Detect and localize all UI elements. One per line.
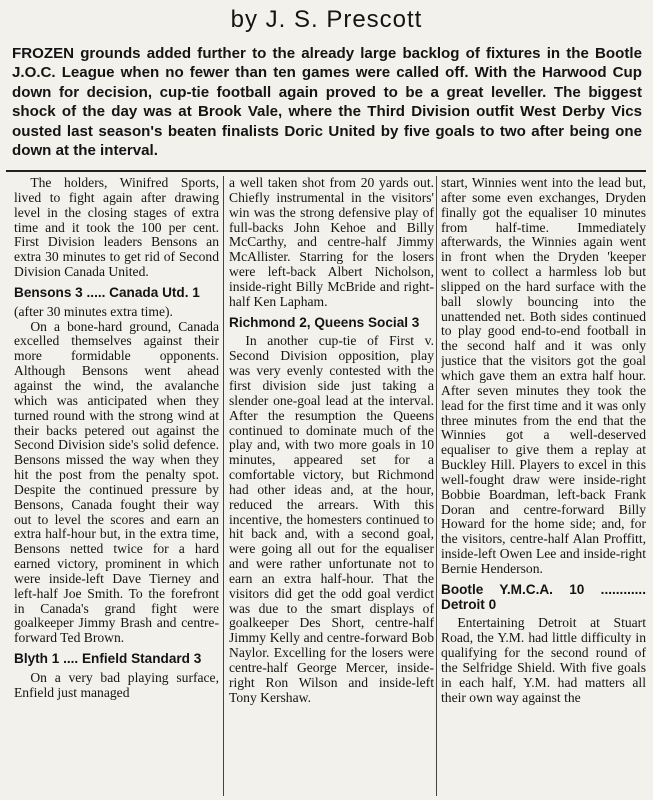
- paragraph: On a bone-hard ground, Canada excelled themselves against their more formidable opponents. Although Bensons went ahead against the wind, the avalanche which was anticipated when they turned round with the strong wind at their backs petered out against the Second Division side's solid defence. Bensons missed the way when they hit the post from the penalty spot. Despite the continued pressure by Bensons, Canada fought their way out to level the scores and earn an extra half-hour but, in the extra time, Bensons netted twice for a hard earned victory, prominent in which were inside-left Dave Tierney and left-half Joe Smith. To the forefront in Canada's grand fight were goalkeeper Jimmy Brash and centre-forward Ted Brown.: [14, 318, 219, 646]
- paragraph: In another cup-tie of First v. Second Division opposition, play was very evenly contested with the first division side just taking a slender one-goal lead at the interval. After the resumption the Queens continued to dominate much of the play and, with two more goals in 10 minutes, appeared set for a comfortable victory, but Richmond had other ideas and, at the hour, reduced the arrears. With this incentive, the homesters continued to hit back and, with a second goal, were going all out for the equaliser and were rather unfortunate not to earn an extra half-hour. That the visitors did get the odd goal verdict was due to the smart displays of goalkeeper Des Short, centre-half Jimmy Kelly and centre-forward Bob Naylor. Excelling for the losers were centre-half George Mercer, inside-right Ron Wilson and inside-left Tony Kershaw.: [229, 333, 434, 705]
- column-2: [229, 176, 434, 800]
- paragraph: Entertaining Detroit at Stuart Road, the Y.M. had little difficulty in qualifying for the second round of the Selfridge Shield. With five goals in each half, Y.M. had matters all their own way against the: [441, 615, 646, 705]
- match-heading: Richmond 2, Queens Social 3: [229, 314, 420, 330]
- match-heading: Bootle Y.M.C.A. 10 ............ Detroit 0: [441, 581, 646, 612]
- match-heading: Bensons 3 ..... Canada Utd. 1: [14, 284, 200, 300]
- column-1: [14, 176, 219, 800]
- top-rule: [6, 170, 646, 172]
- column-rule: [223, 176, 224, 796]
- paragraph: On a very bad playing surface, Enfield just managed: [14, 670, 219, 700]
- lede-text: FROZEN grounds added further to the already large backlog of fixtures in the Bootle J.O.C. League when no fewer than ten games were called off. With the Harwood Cup down for decision, cup-tie football again proved to be a great leveller. The biggest shock of the day was at Brook Vale, where the Third Division outfit West Derby Vics ousted last season's beaten finalists Doric United by five goals to two after being one down at the interval.: [12, 45, 642, 160]
- column-rule: [436, 176, 437, 796]
- paragraph: (after 30 minutes extra time).: [14, 303, 173, 319]
- paragraph: start, Winnies went into the lead but, after some even exchanges, Dryden finally got the equaliser 10 minutes from half-time. Immediately afterwards, the Winnies again went in front when the Dryden 'keeper went to collect a harmless lob but slipped on the hard surface with the ball slowly bouncing into the unattended net. Both sides continued to play good end-to-end football in the second half and it was only justice that the visitors got the goal which gave them an extra half hour. After seven minutes they took the lead for the first time and it was only three minutes from the end that the Winnies got a well-deserved equaliser to give them a replay at Buckley Hill. Players to excel in this well-fought draw were inside-right Bobbie Boardman, left-back Frank Doran and centre-forward Billy Howard for the home side; and, for the visitors, centre-half Alan Proffitt, inside-left Owen Lee and inside-right Bernie Henderson.: [441, 176, 646, 576]
- column-3: [441, 176, 646, 800]
- lede-paragraph: [12, 44, 642, 160]
- paragraph: a well taken shot from 20 yards out. Chiefly instrumental in the visitors' win was the strong defensive play of full-backs John Kehoe and Billy McCarthy, and centre-half Jimmy McAllister. Starring for the losers were left-back Albert Nicholson, inside-right Billy McBride and right-half Ken Lapham.: [229, 176, 434, 309]
- paragraph: The holders, Winifred Sports, lived to fight again after drawing level in the closing stages of extra time and it took the 100 per cent. First Division leaders Bensons an extra 30 minutes to get rid of Second Division Canada United.: [14, 176, 219, 280]
- match-heading: Blyth 1 .... Enfield Standard 3: [14, 651, 202, 667]
- byline: by J. S. Prescott: [230, 6, 423, 33]
